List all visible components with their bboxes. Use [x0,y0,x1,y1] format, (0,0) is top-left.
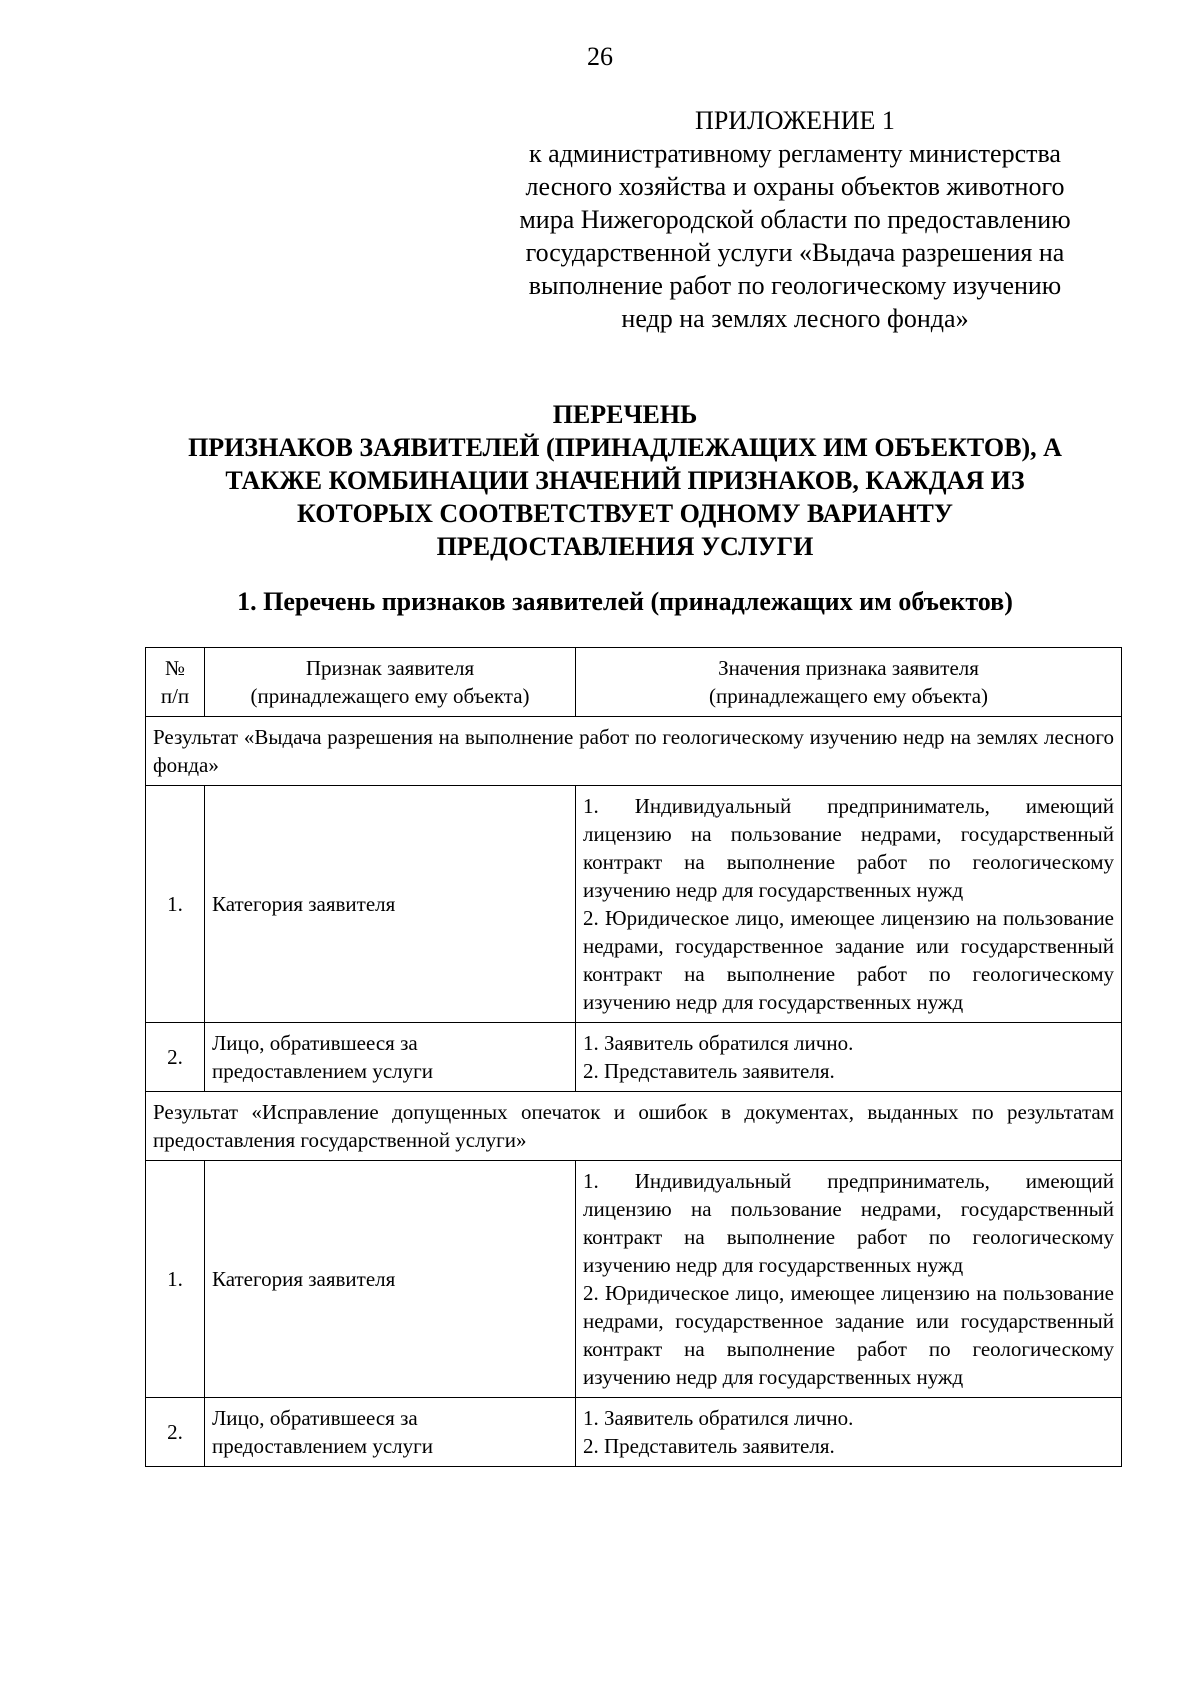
table-row [146,1161,1122,1398]
value-item: 2. Юридическое лицо, имеющее лицензию на пользование недрами, государственное задание или государственный контракт на выполнение работ по геологическому изучению недр для государственных нужд [583,906,1114,1014]
document-title [100,398,1150,563]
header-num [146,648,205,717]
row-sign: Лицо, обратившееся за предоставлением услуги [205,1398,576,1467]
value-item: 1. Индивидуальный предприниматель, имеющий лицензию на пользование недрами, государственный контракт на выполнение работ по геологическому изучению недр для государственных нужд [583,794,1114,902]
header-sign-line: Признак заявителя [305,656,475,680]
section-heading: 1. Перечень признаков заявителей (принадлежащих им объектов) [237,587,1013,616]
table-row [146,1023,1122,1092]
value-item: 1. Заявитель обратился лично. [583,1031,854,1055]
row-sign: Категория заявителя [205,786,576,1023]
appendix-title: ПРИЛОЖЕНИЕ 1 [695,106,895,135]
row-num: 2. [146,1023,205,1092]
row-values [576,1023,1122,1092]
result-text: Результат «Выдача разрешения на выполнение работ по геологическому изучению недр на землях лесного фонда» [146,717,1122,786]
document-title-line: ПРИЗНАКОВ ЗАЯВИТЕЛЕЙ (ПРИНАДЛЕЖАЩИХ ИМ ОБЪЕКТОВ), А [188,433,1062,462]
row-values [576,1398,1122,1467]
value-item: 1. Индивидуальный предприниматель, имеющий лицензию на пользование недрами, государственный контракт на выполнение работ по геологическому изучению недр для государственных нужд [583,1169,1114,1277]
row-values [576,786,1122,1023]
result-text: Результат «Исправление допущенных опечаток и ошибок в документах, выданных по результатам предоставления государственной услуги» [146,1092,1122,1161]
value-item: 2. Представитель заявителя. [583,1059,835,1083]
table-row [146,786,1122,1023]
row-values [576,1161,1122,1398]
result-row [146,717,1122,786]
header-sign-line: (принадлежащего ему объекта) [250,684,530,708]
row-sign: Лицо, обратившееся за предоставлением услуги [205,1023,576,1092]
criteria-table [145,647,1122,1467]
header-num-line: № [164,656,186,680]
appendix-block [490,104,1100,335]
table-header-row [146,648,1122,717]
value-item: 2. Юридическое лицо, имеющее лицензию на пользование недрами, государственное задание или государственный контракт на выполнение работ по геологическому изучению недр для государственных нужд [583,1281,1114,1389]
result-row [146,1092,1122,1161]
document-title-line: ПРЕДОСТАВЛЕНИЯ УСЛУГИ [436,532,814,561]
value-item: 2. Представитель заявителя. [583,1434,835,1458]
header-value [576,648,1122,717]
document-title-line: ТАКЖЕ КОМБИНАЦИИ ЗНАЧЕНИЙ ПРИЗНАКОВ, КАЖДАЯ ИЗ [225,466,1025,495]
row-num: 1. [146,1161,205,1398]
document-title-line: ПЕРЕЧЕНЬ [552,400,698,429]
row-num: 1. [146,786,205,1023]
header-value-line: Значения признака заявителя [718,656,979,680]
value-item: 1. Заявитель обратился лично. [583,1406,854,1430]
table-row [146,1398,1122,1467]
appendix-line: мира Нижегородской области по предоставлению [519,205,1071,234]
document-title-line: КОТОРЫХ СООТВЕТСТВУЕТ ОДНОМУ ВАРИАНТУ [297,499,953,528]
header-num-line: п/п [160,684,190,708]
appendix-line: лесного хозяйства и охраны объектов животного [525,172,1065,201]
header-value-line: (принадлежащего ему объекта) [708,684,989,708]
appendix-line: выполнение работ по геологическому изучению [528,271,1062,300]
row-sign: Категория заявителя [205,1161,576,1398]
page-number: 26 [587,42,613,71]
row-num: 2. [146,1398,205,1467]
appendix-line: недр на землях лесного фонда» [621,304,969,333]
appendix-line: к административному регламенту министерства [529,139,1061,168]
header-sign [205,648,576,717]
appendix-line: государственной услуги «Выдача разрешения на [525,238,1065,267]
